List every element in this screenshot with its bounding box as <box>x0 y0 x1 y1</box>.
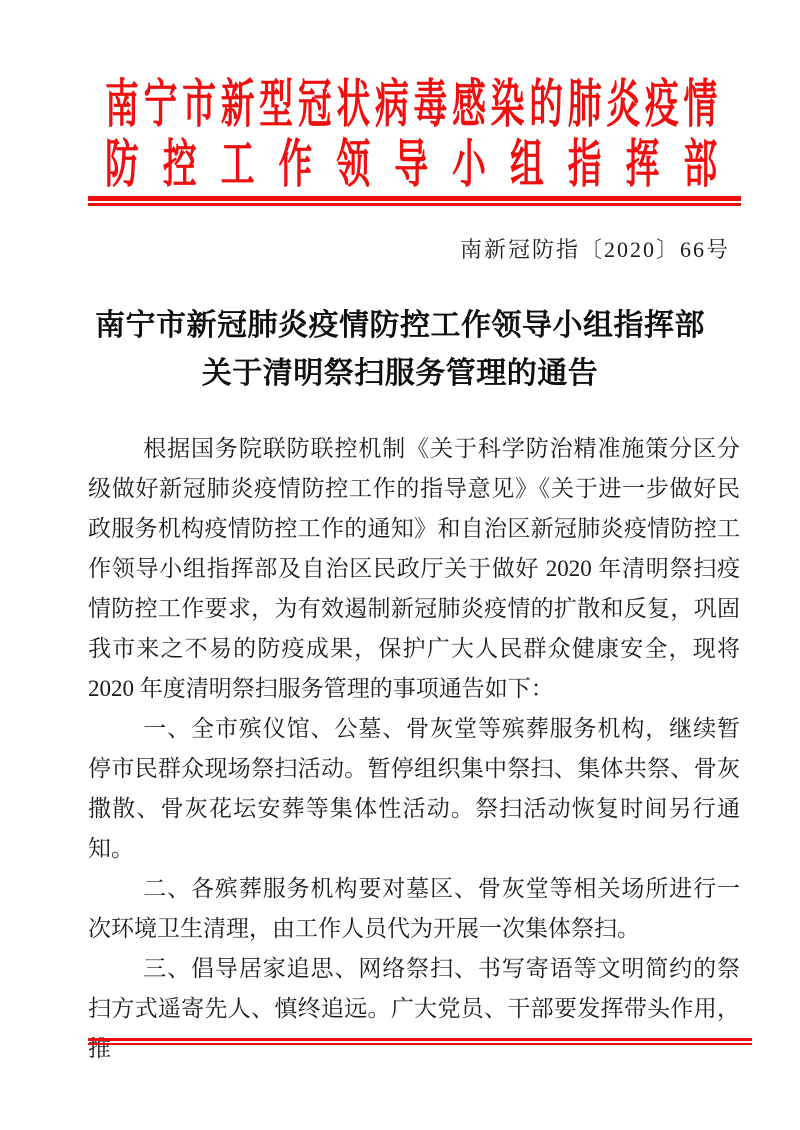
letterhead <box>105 76 717 196</box>
body-paragraph: 三、倡导居家追思、网络祭扫、书写寄语等文明简约的祭扫方式遥寄先人、慎终追远。广大党员、干部要发挥带头作用，推 <box>88 956 740 1061</box>
body-paragraph: 一、全市殡仪馆、公墓、骨灰堂等殡葬服务机构，继续暂停市民群众现场祭扫活动。暂停组织集中祭扫、集体共祭、骨灰撒散、骨灰花坛安葬等集体性活动。祭扫活动恢复时间另行通知。 <box>88 716 740 861</box>
letterhead-line-1: 南宁市新型冠状病毒感染的肺炎疫情 <box>105 77 718 134</box>
title-line-1: 南宁市新冠肺炎疫情防控工作领导小组指挥部 <box>95 309 705 342</box>
doc-number: 南新冠防指〔2020〕66号 <box>459 237 730 262</box>
title-line-2: 关于清明祭扫服务管理的通告 <box>201 357 599 390</box>
document-title <box>70 302 730 398</box>
body-paragraph: 根据国务院联防联控机制《关于科学防治精准施策分区分级做好新冠肺炎疫情防控工作的指导意见》《关于进一步做好民政服务机构疫情防控工作的通知》和自治区新冠肺炎疫情防控工作领导小组指挥部及自治区民政厅关于做好 2020 年清明祭扫疫情防控工作要求，为有效遏制新冠肺炎疫情的扩散和反复，巩固我市来之不易的防疫成果，保护广大人民群众健康安全，现将 2020 年度清明祭扫服务管理的事项通告如下： <box>88 436 740 701</box>
letterhead-line-2: 防控工作领导小组指挥部 <box>105 137 718 194</box>
document-body <box>88 429 740 1069</box>
body-paragraph: 二、各殡葬服务机构要对墓区、骨灰堂等相关场所进行一次环境卫生清理，由工作人员代为开展一次集体祭扫。 <box>88 876 740 941</box>
red-separator-rule <box>88 196 741 206</box>
red-footer-rule <box>88 1038 752 1045</box>
